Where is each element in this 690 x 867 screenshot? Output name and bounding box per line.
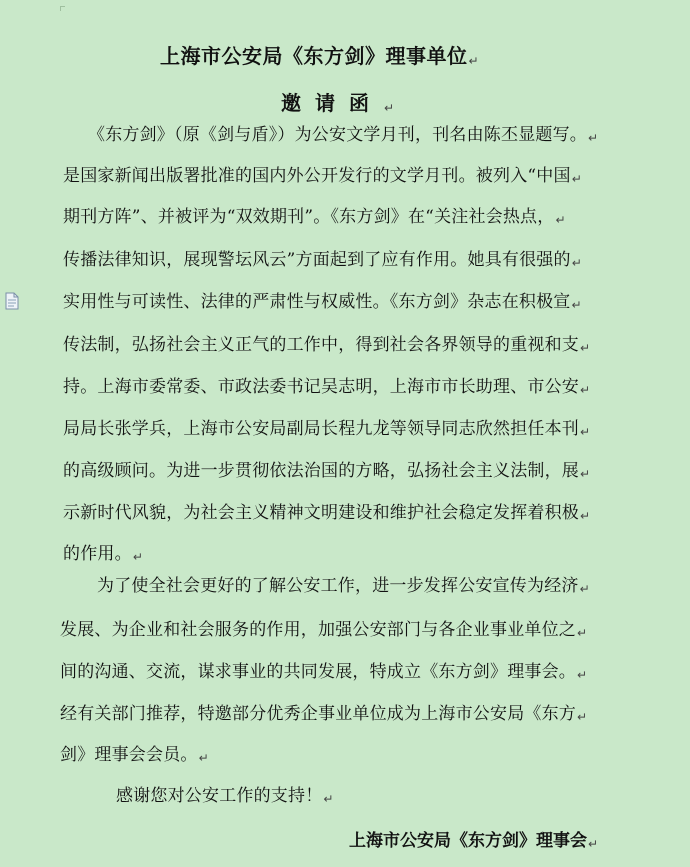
subtitle-text: 邀请函	[281, 91, 383, 115]
document-subtitle	[281, 87, 394, 116]
line-text: 局局长张学兵，上海市公安局副局长程九龙等领导同志欣然担任本刊	[63, 419, 579, 439]
signature	[349, 826, 598, 851]
return-mark-icon: ↵	[580, 509, 591, 523]
return-mark-icon: ↵	[555, 213, 566, 227]
line-text: 间的沟通、交流，谋求事业的共同发展，特成立《东方剑》理事会。	[60, 662, 576, 682]
line-text: 期刊方阵”、并被评为“双效期刊”。《东方剑》在“关注社会热点，	[63, 207, 555, 227]
paragraph-line	[63, 377, 590, 400]
return-mark-icon: ↵	[571, 172, 582, 186]
document-title	[160, 40, 479, 69]
thanks-text: 感谢您对公安工作的支持！	[116, 786, 323, 806]
return-mark-icon: ↵	[468, 54, 479, 68]
return-mark-icon: ↵	[571, 298, 582, 312]
line-text: 传法制，弘扬社会主义正气的工作中，得到社会各界领导的重视和支	[63, 335, 579, 355]
return-mark-icon: ↵	[577, 710, 588, 724]
page-corner-mark	[60, 6, 65, 11]
return-mark-icon: ↵	[588, 837, 599, 851]
paragraph-line	[63, 335, 590, 358]
paragraph-line	[60, 745, 209, 768]
paragraph-line	[60, 620, 587, 643]
paragraph-line	[60, 662, 587, 685]
return-mark-icon: ↵	[580, 425, 591, 439]
return-mark-icon: ↵	[323, 792, 334, 806]
return-mark-icon: ↵	[580, 383, 591, 397]
paragraph-line	[63, 166, 582, 189]
line-text: 持。上海市委常委、市政法委书记吴志明，上海市市长助理、市公安	[63, 377, 579, 397]
return-mark-icon: ↵	[579, 582, 590, 596]
paragraph-line	[63, 250, 582, 273]
title-text: 上海市公安局《东方剑》理事单位	[160, 44, 468, 68]
line-text: 剑》理事会会员。	[60, 745, 198, 765]
paragraph-line	[63, 544, 143, 567]
line-text: 《东方剑》（原《剑与盾》）为公安文学月刊，刊名由陈丕显题写。	[88, 125, 587, 145]
paragraph-line	[63, 207, 566, 230]
line-text: 的作用。	[63, 544, 132, 564]
thanks-line	[116, 786, 333, 809]
return-mark-icon: ↵	[580, 467, 591, 481]
paragraph-line	[63, 461, 590, 484]
line-text: 的高级顾问。为进一步贯彻依法治国的方略，弘扬社会主义法制，展	[63, 461, 579, 481]
line-text: 发展、为企业和社会服务的作用，加强公安部门与各企业事业单位之	[60, 620, 576, 640]
line-text: 传播法律知识，展现警坛风云”方面起到了应有作用。她具有很强的	[63, 250, 571, 270]
paragraph-line	[63, 292, 582, 315]
return-mark-icon: ↵	[198, 751, 209, 765]
document-icon[interactable]	[5, 292, 19, 310]
return-mark-icon: ↵	[577, 626, 588, 640]
line-text: 是国家新闻出版署批准的国内外公开发行的文学月刊。被列入“中国	[63, 166, 571, 186]
line-text: 示新时代风貌，为社会主义精神文明建设和维护社会稳定发挥着积极	[63, 503, 579, 523]
return-mark-icon: ↵	[588, 131, 599, 145]
signature-text: 上海市公安局《东方剑》理事会	[349, 831, 587, 851]
paragraph-line	[60, 704, 587, 727]
line-text: 经有关部门推荐，特邀部分优秀企事业单位成为上海市公安局《东方	[60, 704, 576, 724]
return-mark-icon: ↵	[571, 256, 582, 270]
line-text: 为了使全社会更好的了解公安工作，进一步发挥公安宣传为经济	[97, 576, 579, 596]
return-mark-icon: ↵	[577, 668, 588, 682]
paragraph-line	[88, 125, 598, 148]
line-text: 实用性与可读性、法律的严肃性与权威性。《东方剑》杂志在积极宣	[63, 292, 571, 312]
paragraph-line	[63, 503, 590, 526]
return-mark-icon: ↵	[384, 101, 395, 115]
paragraph-line	[63, 419, 590, 442]
return-mark-icon: ↵	[580, 341, 591, 355]
paragraph-line	[97, 576, 590, 599]
return-mark-icon: ↵	[132, 550, 143, 564]
